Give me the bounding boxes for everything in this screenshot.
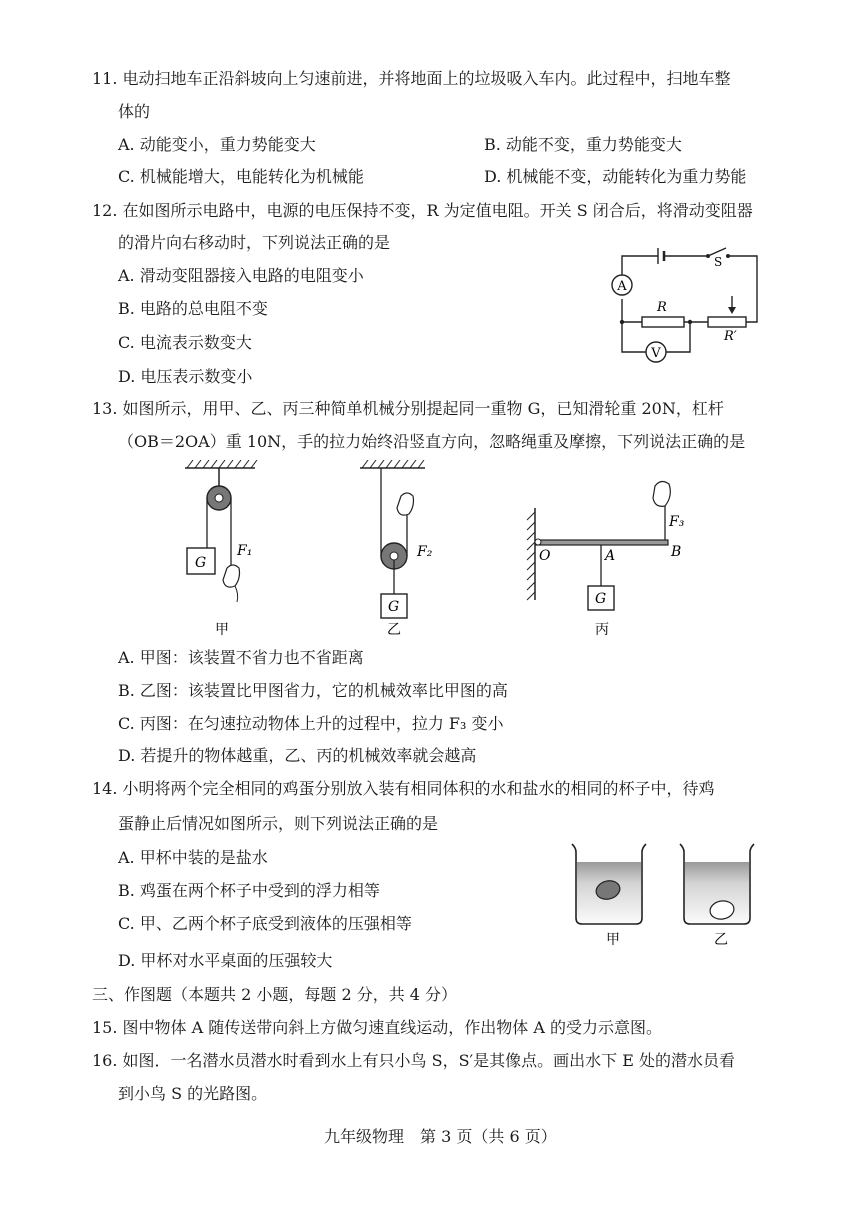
fig-caption-yi: 乙: [387, 622, 401, 638]
switch-label: S: [714, 255, 723, 269]
q13-option-d: D. 若提升的物体越重，乙、丙的机械效率就会越高: [118, 746, 477, 765]
rheostat-label: R′: [724, 329, 737, 344]
q13-machines-figure: [175, 460, 795, 642]
q11-option-b: B. 动能不变，重力势能变大: [484, 135, 682, 154]
fig-caption-jia: 甲: [215, 622, 229, 638]
q14-option-c: C. 甲、乙两个杯子底受到液体的压强相等: [118, 914, 412, 933]
movable-pulley-diagram: [360, 460, 433, 618]
q13-stem-line2: （OB＝2OA）重 10N，手的拉力始终沿竖直方向，忽略绳重及摩擦，下列说法正确的是: [118, 432, 746, 451]
q14-option-a: A. 甲杯中装的是盐水: [118, 848, 268, 867]
weight-label-1: G: [195, 555, 207, 571]
q14-option-d: D. 甲杯对水平桌面的压强较大: [118, 951, 333, 970]
q14-option-b: B. 鸡蛋在两个杯子中受到的浮力相等: [118, 881, 380, 900]
q11-stem-line1: 11. 电动扫地车正沿斜坡向上匀速前进，并将地面上的垃圾吸入车内。此过程中，扫地车整: [92, 69, 731, 88]
fixed-resistor: [642, 317, 684, 327]
q12-option-a: A. 滑动变阻器接入电路的电阻变小: [118, 266, 364, 285]
fig-caption-bing: 丙: [595, 622, 609, 638]
hand-icon: [397, 493, 414, 515]
resistor-label: R: [657, 300, 667, 315]
rheostat: [708, 317, 746, 327]
q15-stem: 15. 图中物体 A 随传送带向斜上方做匀速直线运动，作出物体 A 的受力示意图。: [92, 1018, 662, 1037]
q12-option-c: C. 电流表示数变大: [118, 333, 252, 352]
cup-caption-jia: 甲: [606, 932, 620, 948]
voltmeter-label: V: [651, 346, 661, 361]
fixed-pulley-diagram: [185, 460, 257, 602]
q16-stem-line2: 到小鸟 S 的光路图。: [118, 1084, 268, 1103]
cup-yi: [680, 844, 754, 924]
ammeter-label: A: [617, 279, 627, 294]
q12-circuit-diagram: [600, 238, 770, 368]
q11-option-a: A. 动能变小，重力势能变大: [118, 135, 316, 154]
lever-diagram: [527, 481, 685, 610]
force-f3-label: F₃: [669, 514, 685, 530]
q14-stem-line2: 蛋静止后情况如图所示，则下列说法正确的是: [118, 814, 439, 833]
weight-label-2: G: [388, 599, 400, 615]
q12-stem-line2: 的滑片向右移动时，下列说法正确的是: [118, 233, 391, 252]
q11-stem-line2: 体的: [118, 102, 151, 121]
q11-option-d: D. 机械能不变，动能转化为重力势能: [484, 167, 747, 186]
q14-stem-line1: 14. 小明将两个完全相同的鸡蛋分别放入装有相同体积的水和盐水的相同的杯子中，待鸡: [92, 779, 715, 798]
q12-option-d: D. 电压表示数变小: [118, 367, 253, 386]
q13-option-a: A. 甲图：该装置不省力也不省距离: [118, 648, 364, 667]
q13-stem-line1: 13. 如图所示，用甲、乙、丙三种简单机械分别提起同一重物 G，已知滑轮重 20N，杠杆: [92, 399, 724, 418]
q16-stem-line1: 16. 如图．一名潜水员潜水时看到水上有只小鸟 S，S′是其像点。画出水下 E 处的潜水员看: [92, 1051, 736, 1070]
force-f2-label: F₂: [417, 544, 433, 560]
q14-cups-figure: [562, 840, 772, 950]
q12-stem-line1: 12. 在如图所示电路中，电源的电压保持不变，R 为定值电阻。开关 S 闭合后，将滑动变阻器: [92, 201, 753, 220]
q13-option-c: C. 丙图：在匀速拉动物体上升的过程中，拉力 F₃ 变小: [118, 714, 504, 733]
point-a-label: A: [605, 548, 616, 564]
section-heading: 三、作图题（本题共 2 小题，每题 2 分，共 4 分）: [92, 985, 458, 1004]
hand-icon: [223, 565, 240, 587]
cup-jia: [572, 844, 646, 924]
q13-option-b: B. 乙图：该装置比甲图省力，它的机械效率比甲图的高: [118, 681, 508, 700]
hand-icon: [653, 481, 670, 506]
page-footer: 九年级物理 第 3 页（共 6 页）: [324, 1127, 557, 1146]
q11-option-c: C. 机械能增大，电能转化为机械能: [118, 167, 364, 186]
force-f1-label: F₁: [237, 543, 253, 559]
weight-label-3: G: [595, 591, 607, 607]
q12-option-b: B. 电路的总电阻不变: [118, 299, 268, 318]
point-b-label: B: [671, 544, 682, 560]
cup-caption-yi: 乙: [714, 932, 728, 948]
pivot-o-label: O: [539, 548, 551, 564]
